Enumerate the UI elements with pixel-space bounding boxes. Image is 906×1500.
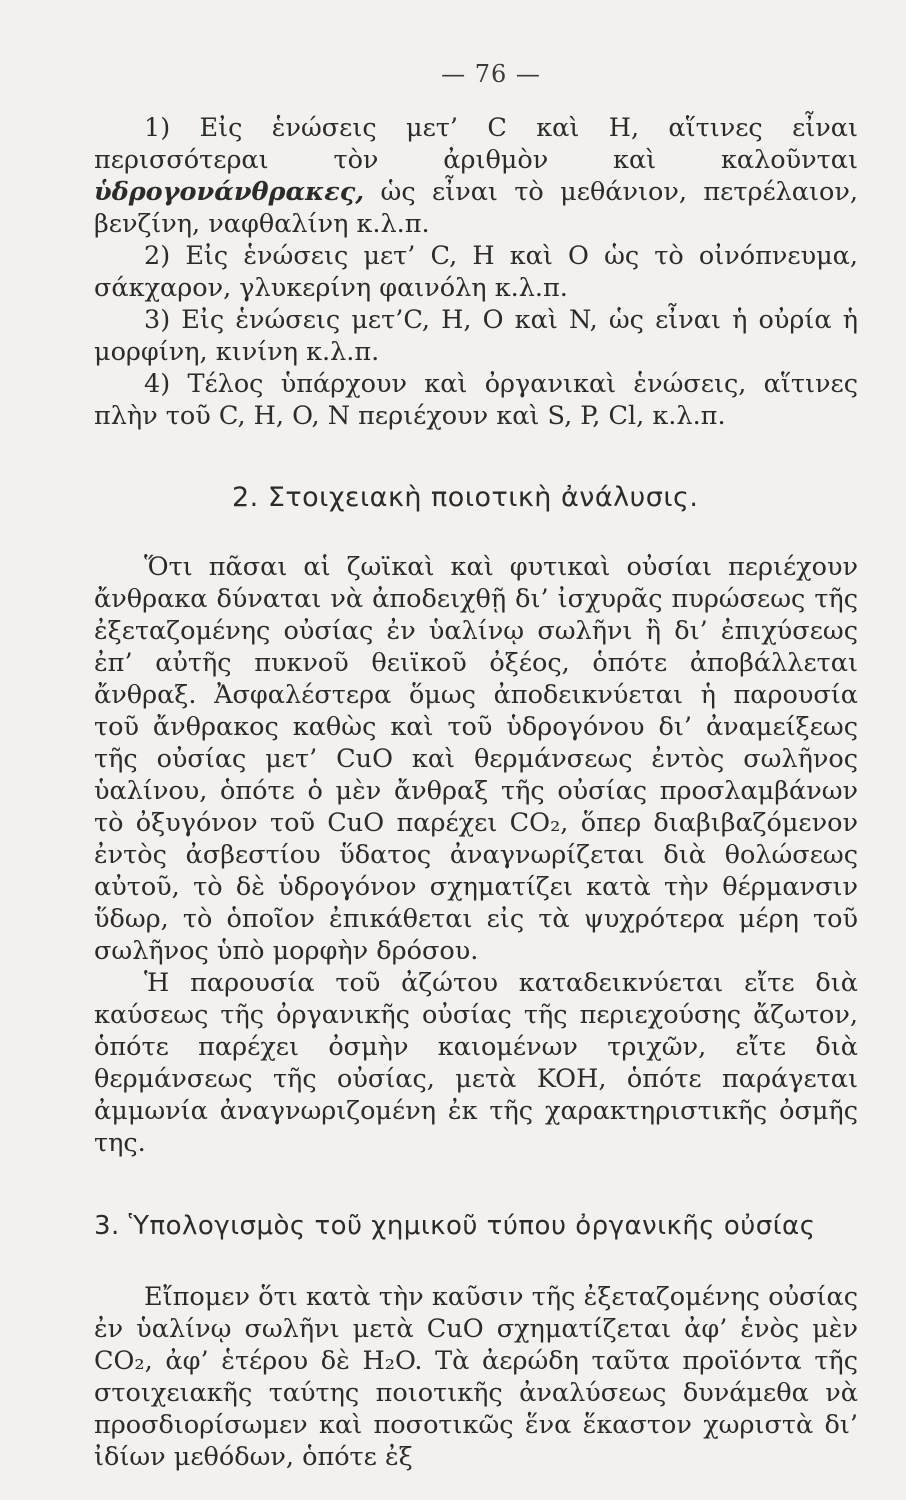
list-item-1-text-b: ὡς εἶναι τὸ μεθάνιον, πετρέλαιον, βενζίνη, ναφθαλίνη κ.λ.π. [94, 177, 858, 239]
list-item-c-h-o: 2) Εἰς ἑνώσεις μετ’ C, H καὶ O ὡς τὸ οἰνόπνευμα, σάκχαρον, γλυκερίνη φαινόλη κ.λ.π. [94, 241, 858, 303]
list-item-hydrocarbons [94, 112, 858, 240]
section-2-paragraph-1: Ὅτι πᾶσαι αἱ ζωϊκαὶ καὶ φυτικαὶ οὐσίαι περιέχουν ἄνθρακα δύναται νὰ ἀποδειχθῇ δι’ ἰσχυρᾶς πυρώσεως τῆς ἐξεταζομένης οὐσίας ἐν ὑαλίνῳ σωλῆνι ἢ δι’ ἐπιχύσεως ἐπ’ αὐτῆς πυκνοῦ θειϊκοῦ ὀξέος, ὁπότε ἀποβάλλεται ἄνθραξ. Ἀσφαλέστερα ὅμως ἀποδεικνύεται ἡ παρουσία τοῦ ἄνθρακος καθὼς καὶ τοῦ ὑδρογόνου δι’ ἀναμείξεως τῆς οὐσίας μετ’ CuO καὶ θερμάνσεως ἐντὸς σωλῆνος ὑαλίνου, ὁπότε ὁ μὲν ἄνθραξ τῆς οὐσίας προσλαμβάνων τὸ ὀξυγόνον τοῦ CuO παρέχει CO₂, ὅπερ διαβιβαζόμενον ἐντὸς ἀσβεστίου ὕδατος ἀναγνωρίζεται διὰ θολώσεως αὐτοῦ, τὸ δὲ ὑδρογόνον σχηματίζει κατὰ τὴν θέρμανσιν ὕδωρ, τὸ ὁποῖον ἐπικάθεται εἰς τὰ ψυχρότερα μέρη τοῦ σωλῆνος ὑπὸ μορφὴν δρόσου. [94, 552, 858, 966]
list-item-1-text-a: 1) Εἰς ἑνώσεις μετ’ C καὶ H, αἵτινες εἶναι περισσότεραι τὸν ἀριθμὸν καὶ καλοῦνται [94, 113, 858, 175]
page-number: — 76 — [441, 60, 541, 88]
list-item-other-elements: 4) Τέλος ὑπάρχουν καὶ ὀργανικαὶ ἑνώσεις, αἵτινες πλὴν τοῦ C, H, O, N περιέχουν καὶ S, P, Cl, κ.λ.π. [94, 369, 858, 431]
list-item-c-h-o-n: 3) Εἰς ἑνώσεις μετ’C, H, O καὶ N, ὡς εἶναι ἡ οὐρία ἡ μορφίνη, κινίνη κ.λ.π. [94, 305, 858, 367]
section-3-heading: 3. Ὑπολογισμὸς τοῦ χημικοῦ τύπου ὀργανικῆς οὐσίας [94, 1211, 816, 1241]
section-2-paragraph-2: Ἡ παρουσία τοῦ ἀζώτου καταδεικνύεται εἴτε διὰ καύσεως τῆς ὀργανικῆς οὐσίας τῆς περιεχούσης ἄζωτον, ὁπότε παρέχει ὀσμὴν καιομένων τριχῶν, εἴτε διὰ θερμάνσεως τῆς οὐσίας, μετὰ KOH, ὁπότε παράγεται ἀμμωνία ἀναγνωριζομένη ἐκ τῆς χαρακτηριστικῆς ὀσμῆς της. [94, 968, 858, 1158]
section-3-paragraph-1: Εἴπομεν ὅτι κατὰ τὴν καῦσιν τῆς ἐξεταζομένης οὐσίας ἐν ὑαλίνῳ σωλῆνι μετὰ CuO σχηματίζεται ἀφ’ ἑνὸς μὲν CO₂, ἀφ’ ἑτέρου δὲ H₂O. Τὰ ἀερώδη ταῦτα προϊόντα τῆς στοιχειακῆς ταύτης ποιοτικῆς ἀναλύσεως δυνάμεθα νὰ προσδιορίσωμεν καὶ ποσοτικῶς ἕνα ἕκαστον χωριστὰ δι’ ἰδίων μεθόδων, ὁπότε ἐξ [94, 1282, 858, 1472]
hydrocarbons-term: ὑδρογονάνθρακες, [94, 177, 365, 207]
section-2-heading: 2. Στοιχειακὴ ποιοτικὴ ἀνάλυσις. [232, 482, 699, 513]
